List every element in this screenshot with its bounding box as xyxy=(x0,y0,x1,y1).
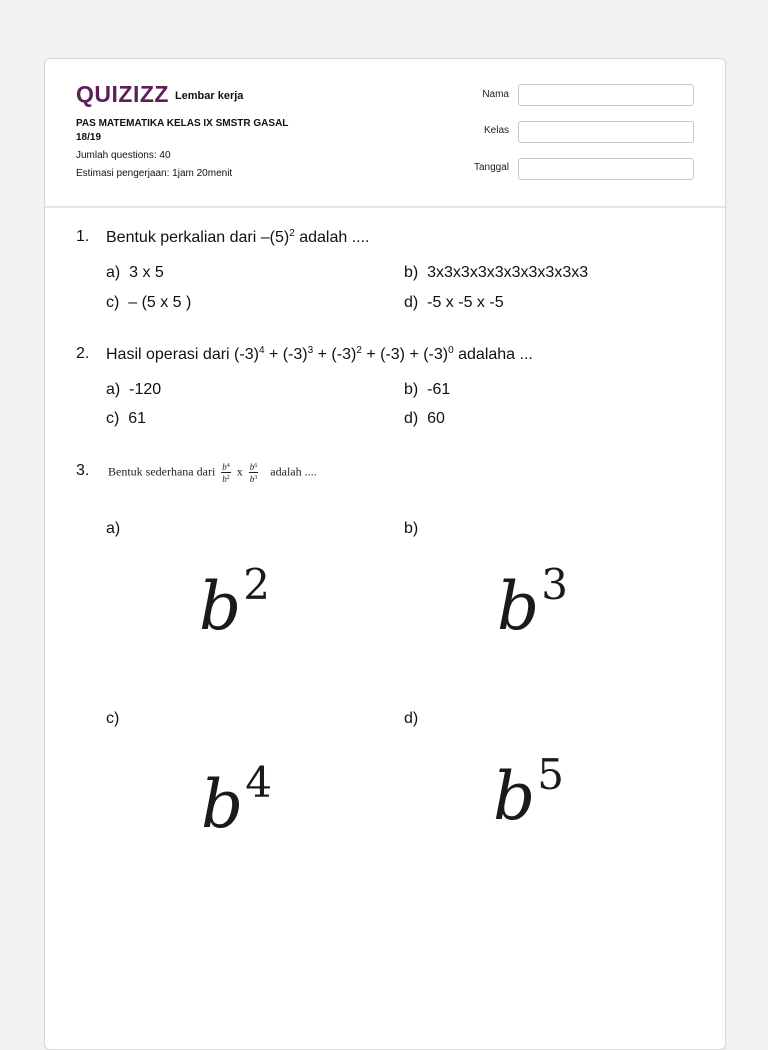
brand xyxy=(76,81,243,108)
option-c: c) 61 xyxy=(106,410,147,427)
option-d: d) 60 xyxy=(404,410,445,427)
class-label: Kelas xyxy=(483,125,509,136)
fraction-2: $\frac{b^6}{b^3}$ xyxy=(249,462,258,484)
option-a: a) 3 x 5 xyxy=(106,264,164,281)
option-c-label: c) xyxy=(106,710,120,727)
worksheet-label: Lembar kerja xyxy=(174,89,244,102)
worksheet-title-line2: 18/19 xyxy=(76,132,102,143)
quizizz-logo: QUIZIZZ xyxy=(76,81,169,107)
option-d-math: $b^5$ xyxy=(493,750,564,835)
option-b-math: $b^3$ xyxy=(497,560,568,645)
fraction-1: $\frac{b^4}{b^2}$ xyxy=(222,462,230,484)
worksheet-meta xyxy=(76,117,316,181)
option-a: a) -120 xyxy=(106,381,162,398)
name-field[interactable] xyxy=(518,84,694,106)
option-c-math: $b^4$ xyxy=(201,758,272,843)
question-text: Bentuk perkalian dari $-(5)^2$ adalah .... xyxy=(106,228,370,246)
worksheet-header xyxy=(45,59,725,208)
worksheet-title-line1: PAS MATEMATIKA KELAS IX SMSTR GASAL xyxy=(76,118,289,129)
option-c: c) – (5 x 5 ) xyxy=(106,294,192,311)
estimated-duration: Estimasi pengerjaan: 1jam 20menit xyxy=(76,168,233,179)
question-text: Bentuk sederhana dari $\frac{b^4}{b^2}$ x $\frac{b^6}{b^3}$ adalah .... xyxy=(108,462,317,484)
question-text: Hasil operasi dari $(-3)^4 + (-3)^3 + (-3)^2 + (-3) + (-3)^0$ adalaha ... xyxy=(106,345,533,363)
option-d-label: d) xyxy=(404,710,419,727)
question-number: 2. xyxy=(76,345,90,362)
date-field[interactable] xyxy=(518,158,694,180)
option-b: b) 3x3x3x3x3x3x3x3x3x3 xyxy=(404,264,589,281)
worksheet-page xyxy=(44,58,726,1050)
question-count: Jumlah questions: 40 xyxy=(76,150,171,161)
option-a-math: $b^2$ xyxy=(199,560,270,645)
option-a-label: a) xyxy=(106,520,121,537)
class-field[interactable] xyxy=(518,121,694,143)
question-number: 3. xyxy=(76,462,90,479)
question-number: 1. xyxy=(76,228,90,245)
date-label: Tanggal xyxy=(473,162,509,173)
name-label: Nama xyxy=(482,89,509,100)
option-b-label: b) xyxy=(404,520,419,537)
option-d: d) -5 x -5 x -5 xyxy=(404,294,504,311)
option-b: b) -61 xyxy=(404,381,451,398)
